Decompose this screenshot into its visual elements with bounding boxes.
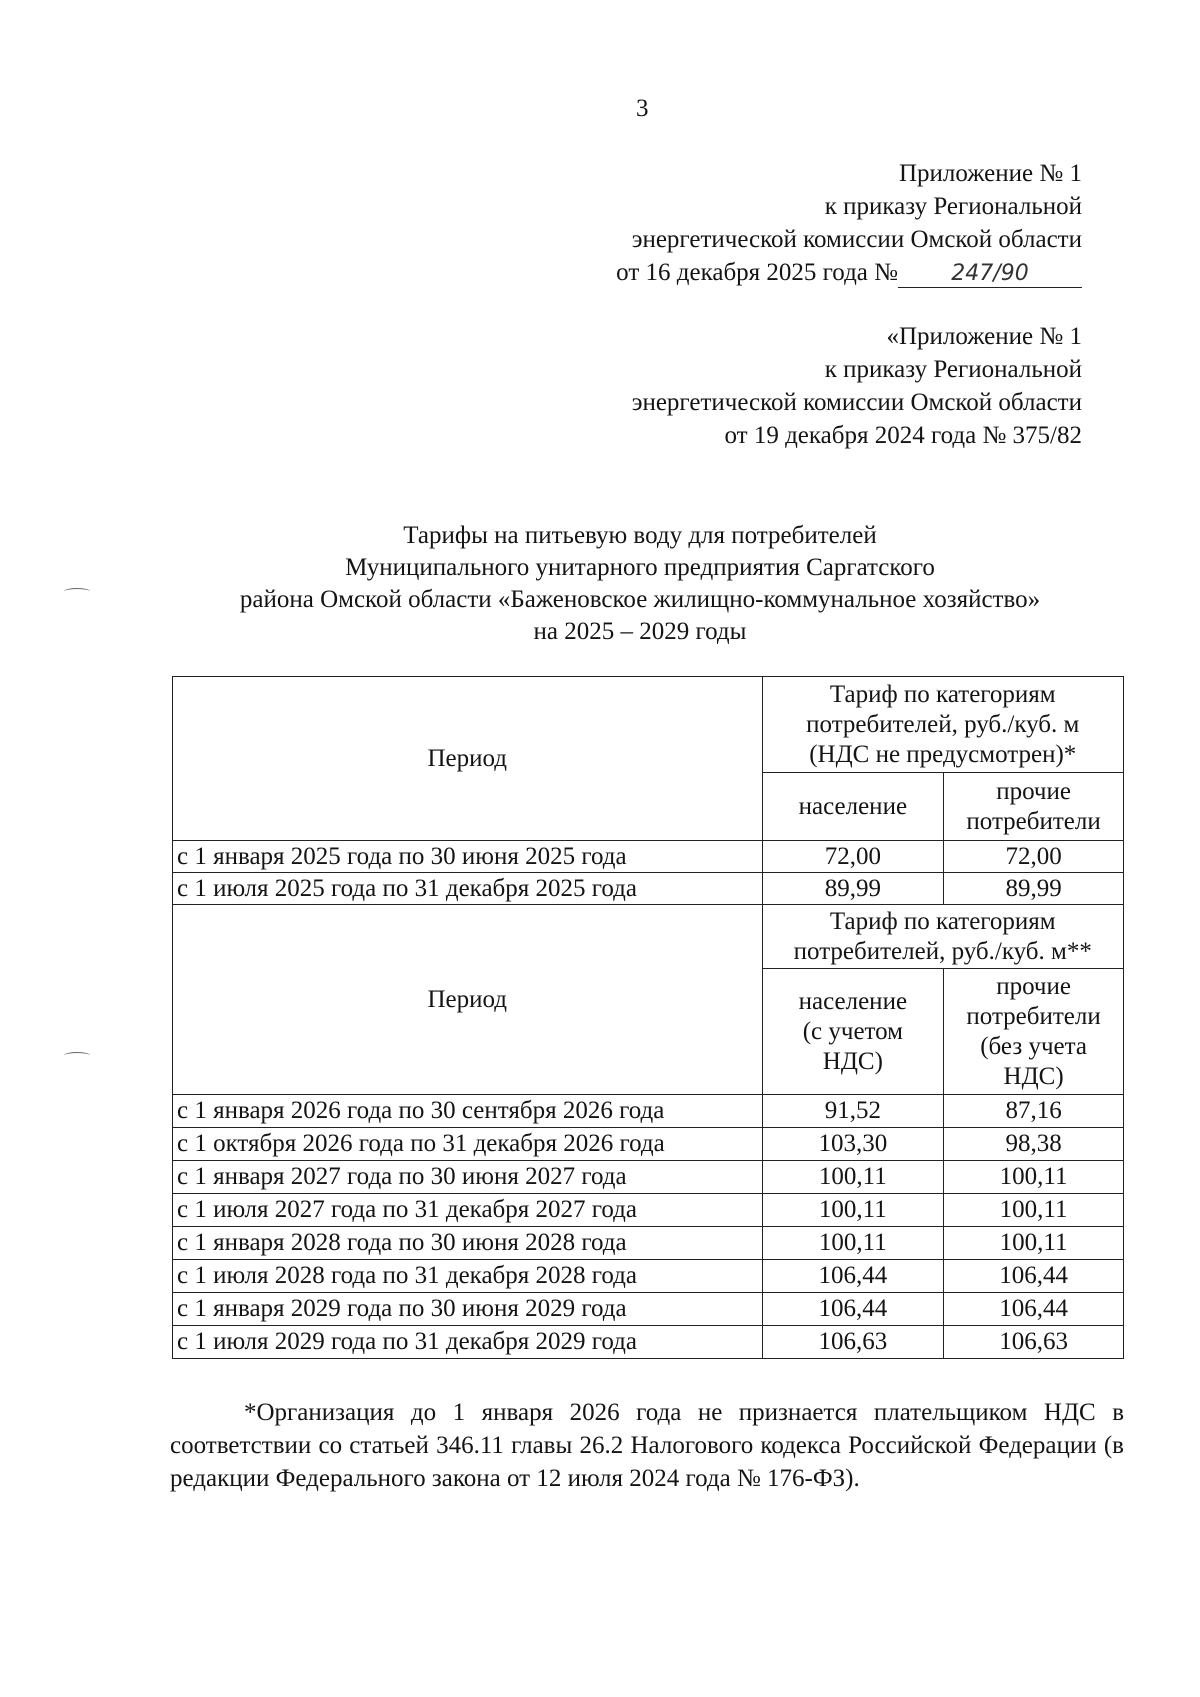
handwritten-order-number: 247/90	[898, 261, 1082, 288]
scan-mark	[64, 1052, 90, 1059]
appendix-header-old	[632, 320, 1082, 452]
row-population-tariff: 106,44	[762, 1260, 944, 1293]
row-population-tariff: 100,11	[762, 1161, 944, 1194]
appendix-line: Приложение № 1	[898, 160, 1082, 187]
row-period: с 1 июля 2025 года по 31 декабря 2025 года	[173, 873, 763, 905]
row-other-tariff: 87,16	[944, 1095, 1124, 1128]
row-period: с 1 июля 2027 года по 31 декабря 2027 года	[173, 1194, 763, 1227]
table-row	[173, 1227, 1124, 1260]
row-population-tariff: 106,44	[762, 1293, 944, 1326]
table-row	[173, 1161, 1124, 1194]
footnote: *Организация до 1 января 2026 года не признается плательщиком НДС в соответствии со статьей 346.11 главы 26.2 Налогового кодекса Российской Федерации (в редакции Федерального закона от 12 июля 2024 года № 176-ФЗ).	[170, 1399, 1124, 1492]
row-period: с 1 июля 2029 года по 31 декабря 2029 года	[173, 1326, 763, 1359]
row-period: с 1 января 2025 года по 30 июня 2025 года	[173, 841, 763, 873]
scan-mark	[64, 588, 90, 595]
row-population-tariff: 89,99	[762, 873, 944, 905]
table-row	[173, 873, 1124, 905]
row-other-tariff: 106,44	[944, 1260, 1124, 1293]
col-other-header: прочие потребители	[944, 773, 1124, 841]
period-header: Период	[173, 905, 763, 1095]
appendix-header-new	[616, 157, 1082, 289]
document-title	[160, 520, 1120, 648]
period-header: Период	[173, 677, 763, 841]
appendix-line: энергетической комиссии Омской области	[631, 389, 1082, 416]
appendix-line: к приказу Региональной	[824, 193, 1082, 220]
title-line: Муниципального унитарного предприятия Саргатского	[345, 554, 935, 581]
row-other-tariff: 72,00	[944, 841, 1124, 873]
page-number: 3	[636, 95, 649, 122]
appendix-line: от 19 декабря 2024 года № 375/82	[724, 422, 1082, 449]
row-population-tariff: 91,52	[762, 1095, 944, 1128]
table-row	[173, 1293, 1124, 1326]
table-row	[173, 1326, 1124, 1359]
table-row	[173, 1128, 1124, 1161]
tariff-table	[172, 676, 1124, 1359]
order-date-prefix: от 16 декабря 2025 года №	[616, 259, 898, 286]
row-period: с 1 октября 2026 года по 31 декабря 2026 года	[173, 1128, 763, 1161]
appendix-line: «Приложение № 1	[886, 323, 1082, 350]
col-population-header: население (с учетом НДС)	[762, 969, 944, 1095]
row-other-tariff: 98,38	[944, 1128, 1124, 1161]
appendix-line: к приказу Региональной	[824, 356, 1082, 383]
section-2025	[173, 677, 1124, 905]
row-other-tariff: 106,63	[944, 1326, 1124, 1359]
title-line: на 2025 – 2029 годы	[533, 618, 747, 645]
row-other-tariff: 100,11	[944, 1227, 1124, 1260]
row-other-tariff: 89,99	[944, 873, 1124, 905]
row-population-tariff: 100,11	[762, 1227, 944, 1260]
title-line: района Омской области «Баженовское жилищно-коммунальное хозяйство»	[239, 586, 1041, 613]
row-population-tariff: 106,63	[762, 1326, 944, 1359]
table-row	[173, 841, 1124, 873]
row-population-tariff: 103,30	[762, 1128, 944, 1161]
row-period: с 1 января 2026 года по 30 сентября 2026 года	[173, 1095, 763, 1128]
table-row	[173, 1194, 1124, 1227]
tariff-header: Тариф по категориям потребителей, руб./куб. м (НДС не предусмотрен)*	[762, 677, 1123, 773]
row-other-tariff: 106,44	[944, 1293, 1124, 1326]
row-population-tariff: 100,11	[762, 1194, 944, 1227]
title-line: Тарифы на питьевую воду для потребителей	[403, 522, 877, 549]
table-row	[173, 1095, 1124, 1128]
row-period: с 1 июля 2028 года по 31 декабря 2028 года	[173, 1260, 763, 1293]
row-other-tariff: 100,11	[944, 1161, 1124, 1194]
tariff-header: Тариф по категориям потребителей, руб./куб. м**	[762, 905, 1123, 969]
table-row	[173, 1260, 1124, 1293]
section-2026-2029	[173, 905, 1124, 1359]
col-other-header: прочие потребители (без учета НДС)	[944, 969, 1124, 1095]
row-other-tariff: 100,11	[944, 1194, 1124, 1227]
row-population-tariff: 72,00	[762, 841, 944, 873]
row-period: с 1 января 2027 года по 30 июня 2027 года	[173, 1161, 763, 1194]
row-period: с 1 января 2029 года по 30 июня 2029 года	[173, 1293, 763, 1326]
col-population-header: население	[762, 773, 944, 841]
appendix-line: энергетической комиссии Омской области	[631, 226, 1082, 253]
order-date-line	[616, 256, 1082, 289]
row-period: с 1 января 2028 года по 30 июня 2028 года	[173, 1227, 763, 1260]
